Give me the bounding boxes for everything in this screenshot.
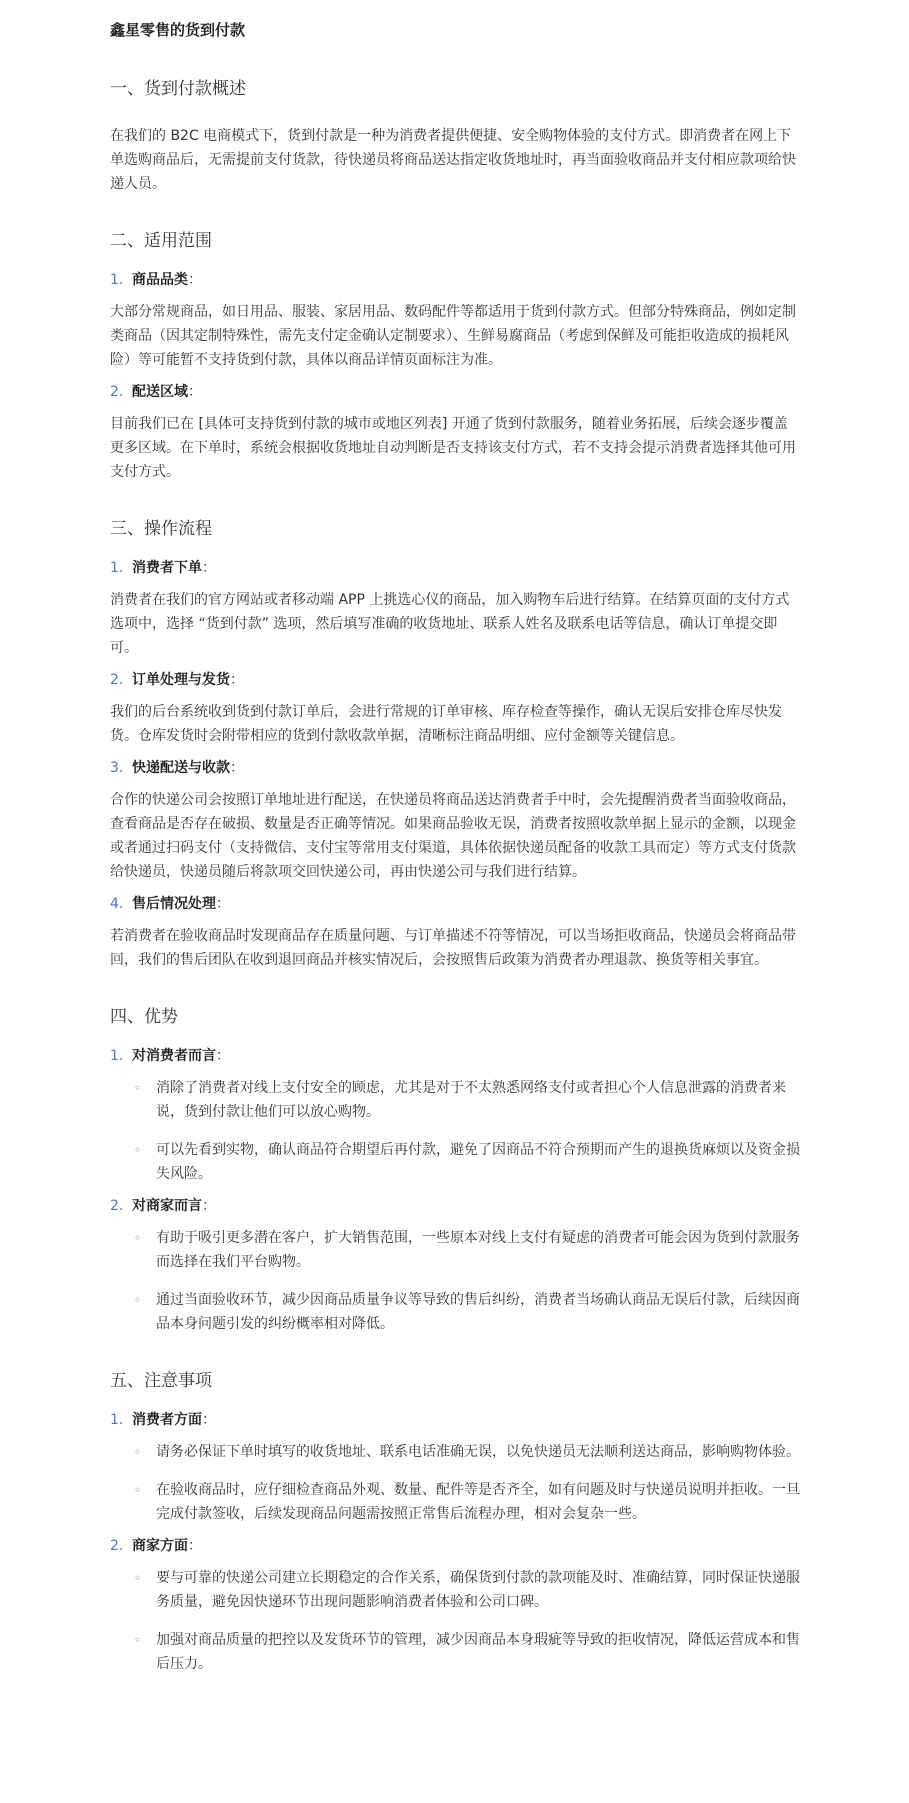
list-item: 3. 快递配送与收款： [110,760,244,776]
bullet-icon: ◦ [134,1293,142,1307]
bullet-item: ◦ 加强对商品质量的把控以及发货环节的管理，减少因商品本身瑕疵等导致的拒收情况，降低运营成本和售后压力。 [110,1628,800,1676]
bullet-item: ◦ 有助于吸引更多潜在客户，扩大销售范围，一些原本对线上支付有疑虑的消费者可能会因为货到付款服务而选择在我们平台购物。 [110,1226,800,1274]
list-item: 4. 售后情况处理： [110,896,230,912]
list-item-text: 我们的后台系统收到货到付款订单后，会进行常规的订单审核、库存检查等操作，确认无误后安排仓库尽快发货。仓库发货时会附带相应的货到付款收款单据，清晰标注商品明细、应付金额等关键信息。 [110,704,782,744]
list-item: 2. 订单处理与发货： [110,672,244,688]
section-heading-process: 三、操作流程 [110,519,212,539]
overview-paragraph: 在我们的 B2C 电商模式下，货到付款是一种为消费者提供便捷、安全购物体验的支付方式。即消费者在网上下单选购商品后，无需提前支付货款，待快递员将商品送达指定收货地址时，再当面验收商品并支付相应款项给快递人员。 [110,128,796,192]
list-item-text: 合作的快递公司会按照订单地址进行配送，在快递员将商品送达消费者手中时，会先提醒消费者当面验收商品，查看商品是否存在破损、数量是否正确等情况。如果商品验收无误，消费者按照收款单据上显示的金额，以现金或者通过扫码支付（支持微信、支付宝等常用支付渠道，具体依据快递员配备的收款工具而定）等方式支付货款给快递员，快递员随后将款项交回快递公司，再由快递公司与我们进行结算。 [110,792,796,880]
page-title: 鑫星零售的货到付款 [110,21,246,39]
bullet-item: ◦ 消除了消费者对线上支付安全的顾虑，尤其是对于不太熟悉网络支付或者担心个人信息泄露的消费者来说，货到付款让他们可以放心购物。 [110,1076,800,1124]
bullet-icon: ◦ [134,1445,142,1459]
bullet-icon: ◦ [134,1483,142,1497]
section-heading-notes: 五、注意事项 [110,1371,212,1391]
bullet-item: ◦ 要与可靠的快递公司建立长期稳定的合作关系，确保货到付款的款项能及时、准确结算，同时保证快递服务质量，避免因快递环节出现问题影响消费者体验和公司口碑。 [110,1566,800,1614]
list-item: 2. 对商家而言： [110,1198,216,1214]
list-item-text: 若消费者在验收商品时发现商品存在质量问题、与订单描述不符等情况，可以当场拒收商品，快递员会将商品带回，我们的售后团队在收到退回商品并核实情况后，会按照售后政策为消费者办理退款、换货等相关事宜。 [110,928,796,968]
list-item-text: 目前我们已在 [具体可支持货到付款的城市或地区列表] 开通了货到付款服务，随着业务拓展，后续会逐步覆盖更多区域。在下单时，系统会根据收货地址自动判断是否支持该支付方式，若不支持会提示消费者选择其他可用支付方式。 [110,416,796,480]
section-heading-advantages: 四、优势 [110,1007,178,1027]
bullet-icon: ◦ [134,1633,142,1647]
bullet-icon: ◦ [134,1143,142,1157]
list-item: 1. 消费者下单： [110,560,216,576]
section-heading-overview: 一、货到付款概述 [110,79,246,99]
bullet-icon: ◦ [134,1571,142,1585]
list-item-text: 大部分常规商品，如日用品、服装、家居用品、数码配件等都适用于货到付款方式。但部分特殊商品，例如定制类商品（因其定制特殊性，需先支付定金确认定制要求）、生鲜易腐商品（考虑到保鲜及可能拒收造成的损耗风险）等可能暂不支持货到付款，具体以商品详情页面标注为准。 [110,304,796,368]
list-item: 1. 消费者方面： [110,1412,216,1428]
list-item-text: 消费者在我们的官方网站或者移动端 APP 上挑选心仪的商品，加入购物车后进行结算。在结算页面的支付方式选项中，选择 “货到付款” 选项，然后填写准确的收货地址、联系人姓名及联系电话等信息，确认订单提交即可。 [110,592,790,656]
list-item: 1. 商品品类： [110,272,202,288]
bullet-item: ◦ 请务必保证下单时填写的收货地址、联系电话准确无误，以免快递员无法顺利送达商品，影响购物体验。 [110,1440,800,1464]
bullet-item: ◦ 可以先看到实物，确认商品符合期望后再付款，避免了因商品不符合预期而产生的退换货麻烦以及资金损失风险。 [110,1138,800,1186]
list-item: 2. 配送区域： [110,384,202,400]
bullet-item: ◦ 通过当面验收环节，减少因商品质量争议等导致的售后纠纷，消费者当场确认商品无误后付款，后续因商品本身问题引发的纠纷概率相对降低。 [110,1288,800,1336]
bullet-item: ◦ 在验收商品时，应仔细检查商品外观、数量、配件等是否齐全，如有问题及时与快递员说明并拒收。一旦完成付款签收，后续发现商品问题需按照正常售后流程办理，相对会复杂一些。 [110,1478,800,1526]
list-item: 2. 商家方面： [110,1538,202,1554]
bullet-icon: ◦ [134,1231,142,1245]
list-item: 1. 对消费者而言： [110,1048,230,1064]
bullet-icon: ◦ [134,1081,142,1095]
section-heading-scope: 二、适用范围 [110,231,212,251]
